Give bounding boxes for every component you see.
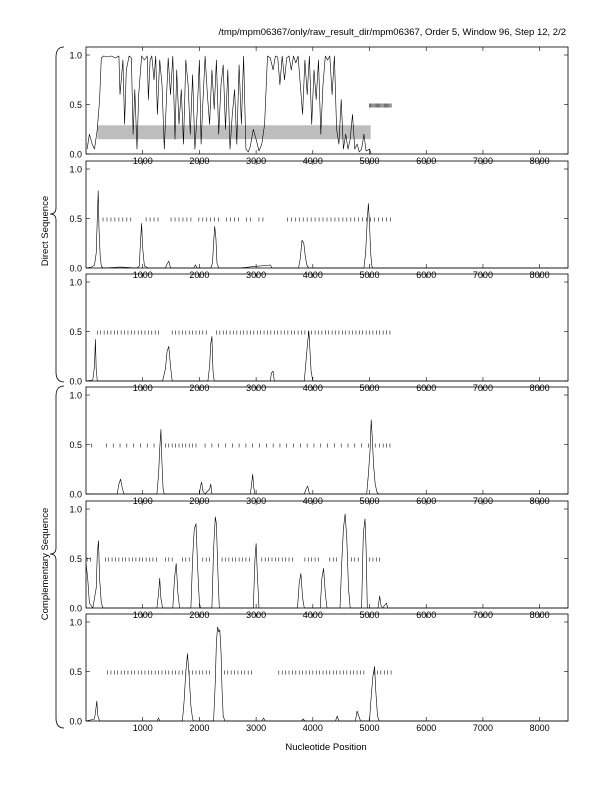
y-tick-label: 0.5 (69, 440, 82, 450)
panel-2 (69, 161, 568, 280)
x-tick-label: 3000 (246, 383, 267, 393)
x-tick-label: 7000 (472, 723, 493, 733)
x-tick-label: 2000 (189, 723, 210, 733)
x-tick-label: 6000 (416, 383, 437, 393)
x-axis-title: Nucleotide Position (285, 742, 367, 753)
data-trace (86, 514, 568, 608)
x-tick-label: 6000 (416, 270, 437, 280)
direct-sequence-brace (50, 47, 64, 382)
group-label-direct: Direct Sequence (40, 195, 51, 267)
x-tick-label: 2000 (189, 496, 210, 506)
x-tick-label: 5000 (359, 383, 380, 393)
y-tick-label: 0.5 (69, 100, 82, 110)
x-tick-label: 8000 (529, 723, 550, 733)
y-tick-label: 1.0 (69, 617, 82, 628)
plot-title: /tmp/mpm06367/only/raw_result_dir/mpm06367, Order 5, Window 96, Step 12, 2/2 (218, 27, 566, 38)
panel-4 (69, 387, 568, 506)
x-tick-label: 4000 (302, 496, 323, 506)
y-tick-label: 1.0 (69, 504, 82, 515)
x-tick-label: 3000 (246, 270, 267, 280)
x-tick-label: 8000 (529, 270, 550, 280)
y-tick-label: 0.0 (69, 149, 82, 160)
group-label-complementary: Complementary Sequence (40, 507, 51, 621)
data-trace (86, 420, 568, 494)
complementary-sequence-brace (50, 386, 64, 728)
x-tick-label: 8000 (529, 610, 550, 620)
panel-frame (86, 614, 568, 721)
panel-frame (86, 161, 568, 268)
x-tick-label: 7000 (472, 610, 493, 620)
x-tick-label: 1000 (132, 156, 153, 166)
x-tick-label: 2000 (189, 383, 210, 393)
x-tick-label: 4000 (302, 610, 323, 620)
x-tick-label: 3000 (246, 496, 267, 506)
x-tick-label: 3000 (246, 610, 267, 620)
x-tick-label: 5000 (359, 270, 380, 280)
y-tick-label: 0.0 (69, 603, 82, 614)
y-tick-label: 0.0 (69, 489, 82, 500)
panel-3 (69, 274, 568, 393)
x-tick-label: 1000 (132, 610, 153, 620)
x-tick-label: 4000 (302, 156, 323, 166)
x-tick-label: 7000 (472, 270, 493, 280)
x-tick-label: 5000 (359, 723, 380, 733)
y-tick-label: 1.0 (69, 50, 82, 61)
x-tick-label: 5000 (359, 496, 380, 506)
data-trace (86, 627, 568, 721)
panels (69, 47, 568, 733)
y-tick-label: 1.0 (69, 164, 82, 175)
x-tick-label: 1000 (132, 270, 153, 280)
x-tick-label: 3000 (246, 156, 267, 166)
x-tick-label: 7000 (472, 383, 493, 393)
data-trace (87, 56, 371, 154)
panel-frame (86, 501, 568, 608)
x-tick-label: 6000 (416, 496, 437, 506)
x-tick-label: 6000 (416, 610, 437, 620)
x-tick-label: 2000 (189, 610, 210, 620)
panel-frame (86, 274, 568, 381)
y-tick-label: 0.0 (69, 716, 82, 727)
y-tick-label: 0.5 (69, 214, 82, 224)
y-tick-label: 0.5 (69, 667, 82, 677)
y-tick-label: 0.0 (69, 263, 82, 274)
x-tick-label: 5000 (359, 156, 380, 166)
x-tick-label: 8000 (529, 156, 550, 166)
panel-1 (69, 47, 568, 166)
x-tick-label: 3000 (246, 723, 267, 733)
panel-6 (69, 614, 568, 733)
x-tick-label: 1000 (132, 723, 153, 733)
y-tick-label: 0.0 (69, 376, 82, 387)
y-tick-label: 1.0 (69, 390, 82, 401)
x-tick-label: 6000 (416, 156, 437, 166)
x-tick-label: 2000 (189, 156, 210, 166)
panel-5 (69, 501, 568, 620)
y-tick-label: 0.5 (69, 554, 82, 564)
x-tick-label: 6000 (416, 723, 437, 733)
x-tick-label: 4000 (302, 270, 323, 280)
x-tick-label: 1000 (132, 383, 153, 393)
data-trace (86, 191, 568, 268)
x-tick-label: 8000 (529, 496, 550, 506)
y-tick-label: 1.0 (69, 277, 82, 288)
x-tick-label: 7000 (472, 156, 493, 166)
highlight-band (97, 125, 370, 139)
data-trace (86, 332, 568, 382)
x-tick-label: 4000 (302, 723, 323, 733)
x-tick-label: 8000 (529, 383, 550, 393)
x-tick-label: 7000 (472, 496, 493, 506)
x-tick-label: 5000 (359, 610, 380, 620)
x-tick-label: 4000 (302, 383, 323, 393)
x-tick-label: 2000 (189, 270, 210, 280)
x-tick-label: 1000 (132, 496, 153, 506)
y-tick-label: 0.5 (69, 327, 82, 337)
